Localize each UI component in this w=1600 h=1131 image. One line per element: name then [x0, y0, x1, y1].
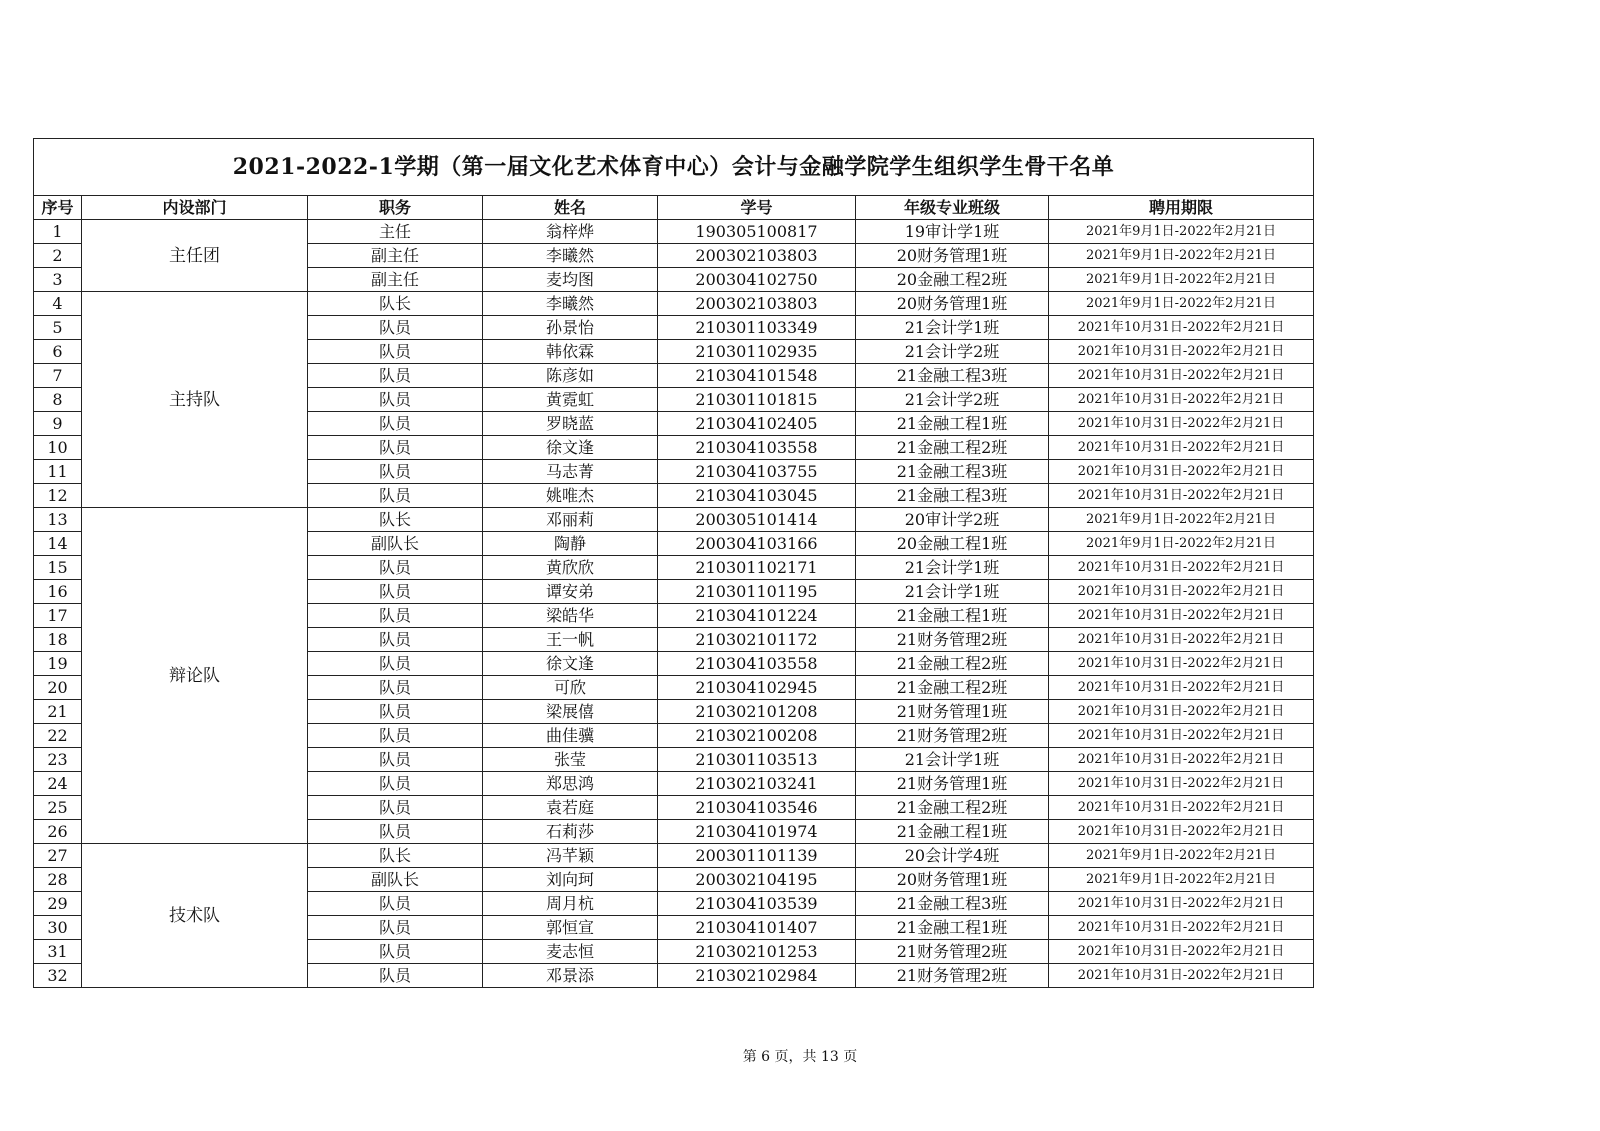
class-cell: 21金融工程2班	[856, 436, 1049, 460]
class-cell: 21金融工程2班	[856, 796, 1049, 820]
student-id-cell: 190305100817	[658, 220, 856, 244]
row-number: 7	[34, 364, 82, 388]
period-cell: 2021年9月1日-2022年2月21日	[1049, 220, 1314, 244]
class-cell: 20财务管理1班	[856, 868, 1049, 892]
period-cell: 2021年10月31日-2022年2月21日	[1049, 340, 1314, 364]
period-cell: 2021年10月31日-2022年2月21日	[1049, 556, 1314, 580]
row-number: 9	[34, 412, 82, 436]
row-number: 28	[34, 868, 82, 892]
role-cell: 主任	[308, 220, 483, 244]
role-cell: 队员	[308, 964, 483, 988]
row-number: 24	[34, 772, 82, 796]
name-cell: 孙景怡	[483, 316, 658, 340]
class-cell: 21金融工程2班	[856, 676, 1049, 700]
class-cell: 20金融工程1班	[856, 532, 1049, 556]
class-cell: 21财务管理2班	[856, 628, 1049, 652]
period-cell: 2021年10月31日-2022年2月21日	[1049, 484, 1314, 508]
class-cell: 21财务管理1班	[856, 772, 1049, 796]
row-number: 27	[34, 844, 82, 868]
role-cell: 队员	[308, 556, 483, 580]
class-cell: 21金融工程3班	[856, 364, 1049, 388]
period-cell: 2021年10月31日-2022年2月21日	[1049, 604, 1314, 628]
name-cell: 谭安弟	[483, 580, 658, 604]
student-id-cell: 210304102405	[658, 412, 856, 436]
name-cell: 麦均图	[483, 268, 658, 292]
student-id-cell: 200305101414	[658, 508, 856, 532]
period-cell: 2021年10月31日-2022年2月21日	[1049, 892, 1314, 916]
student-id-cell: 210304102945	[658, 676, 856, 700]
class-cell: 21财务管理2班	[856, 940, 1049, 964]
student-id-cell: 210302101172	[658, 628, 856, 652]
class-cell: 20会计学4班	[856, 844, 1049, 868]
role-cell: 队员	[308, 604, 483, 628]
row-number: 4	[34, 292, 82, 316]
col-header-student-id: 学号	[658, 196, 856, 220]
period-cell: 2021年9月1日-2022年2月21日	[1049, 844, 1314, 868]
row-number: 31	[34, 940, 82, 964]
col-header-no: 序号	[34, 196, 82, 220]
student-id-cell: 200304103166	[658, 532, 856, 556]
role-cell: 副队长	[308, 532, 483, 556]
name-cell: 邓景添	[483, 964, 658, 988]
role-cell: 队员	[308, 916, 483, 940]
roster-table	[33, 138, 1314, 988]
role-cell: 副队长	[308, 868, 483, 892]
role-cell: 队员	[308, 580, 483, 604]
name-cell: 陈彦如	[483, 364, 658, 388]
period-cell: 2021年10月31日-2022年2月21日	[1049, 436, 1314, 460]
student-id-cell: 210304103558	[658, 652, 856, 676]
row-number: 3	[34, 268, 82, 292]
name-cell: 陶静	[483, 532, 658, 556]
period-cell: 2021年9月1日-2022年2月21日	[1049, 532, 1314, 556]
student-id-cell: 210301102935	[658, 340, 856, 364]
student-id-cell: 210301101195	[658, 580, 856, 604]
name-cell: 郭恒宣	[483, 916, 658, 940]
row-number: 15	[34, 556, 82, 580]
period-cell: 2021年10月31日-2022年2月21日	[1049, 748, 1314, 772]
role-cell: 队长	[308, 508, 483, 532]
col-header-department: 内设部门	[82, 196, 308, 220]
row-number: 29	[34, 892, 82, 916]
class-cell: 21财务管理2班	[856, 724, 1049, 748]
role-cell: 队员	[308, 676, 483, 700]
role-cell: 队员	[308, 412, 483, 436]
row-number: 17	[34, 604, 82, 628]
student-id-cell: 210301103349	[658, 316, 856, 340]
period-cell: 2021年10月31日-2022年2月21日	[1049, 964, 1314, 988]
role-cell: 队长	[308, 844, 483, 868]
class-cell: 21金融工程3班	[856, 460, 1049, 484]
department-cell: 主任团	[82, 220, 308, 292]
class-cell: 21金融工程1班	[856, 412, 1049, 436]
name-cell: 徐文逢	[483, 652, 658, 676]
role-cell: 队员	[308, 316, 483, 340]
class-cell: 21金融工程3班	[856, 892, 1049, 916]
period-cell: 2021年9月1日-2022年2月21日	[1049, 868, 1314, 892]
name-cell: 黄霓虹	[483, 388, 658, 412]
row-number: 16	[34, 580, 82, 604]
name-cell: 李曦然	[483, 244, 658, 268]
student-id-cell: 210302103241	[658, 772, 856, 796]
period-cell: 2021年10月31日-2022年2月21日	[1049, 652, 1314, 676]
period-cell: 2021年10月31日-2022年2月21日	[1049, 700, 1314, 724]
row-number: 18	[34, 628, 82, 652]
row-number: 22	[34, 724, 82, 748]
class-cell: 20财务管理1班	[856, 292, 1049, 316]
role-cell: 队员	[308, 436, 483, 460]
name-cell: 王一帆	[483, 628, 658, 652]
role-cell: 队员	[308, 388, 483, 412]
name-cell: 徐文逢	[483, 436, 658, 460]
row-number: 30	[34, 916, 82, 940]
student-id-cell: 200302103803	[658, 244, 856, 268]
row-number: 19	[34, 652, 82, 676]
department-cell: 主持队	[82, 292, 308, 508]
class-cell: 21会计学1班	[856, 580, 1049, 604]
class-cell: 20审计学2班	[856, 508, 1049, 532]
student-id-cell: 210304103546	[658, 796, 856, 820]
name-cell: 曲佳骥	[483, 724, 658, 748]
period-cell: 2021年10月31日-2022年2月21日	[1049, 412, 1314, 436]
name-cell: 刘向珂	[483, 868, 658, 892]
student-id-cell: 210302101253	[658, 940, 856, 964]
name-cell: 梁皓华	[483, 604, 658, 628]
period-cell: 2021年10月31日-2022年2月21日	[1049, 364, 1314, 388]
document-title: 2021-2022-1学期（第一届文化艺术体育中心）会计与金融学院学生组织学生骨干名单	[34, 139, 1314, 196]
period-cell: 2021年9月1日-2022年2月21日	[1049, 292, 1314, 316]
period-cell: 2021年10月31日-2022年2月21日	[1049, 388, 1314, 412]
class-cell: 20财务管理1班	[856, 244, 1049, 268]
student-id-cell: 210304101407	[658, 916, 856, 940]
name-cell: 张莹	[483, 748, 658, 772]
row-number: 11	[34, 460, 82, 484]
roster-sheet	[33, 138, 1313, 988]
class-cell: 21会计学2班	[856, 388, 1049, 412]
student-id-cell: 200302103803	[658, 292, 856, 316]
student-id-cell: 210304103755	[658, 460, 856, 484]
student-id-cell: 210302101208	[658, 700, 856, 724]
class-cell: 21会计学1班	[856, 316, 1049, 340]
name-cell: 冯芊颖	[483, 844, 658, 868]
student-id-cell: 210304103045	[658, 484, 856, 508]
row-number: 1	[34, 220, 82, 244]
period-cell: 2021年10月31日-2022年2月21日	[1049, 796, 1314, 820]
department-cell: 辩论队	[82, 508, 308, 844]
class-cell: 21会计学1班	[856, 556, 1049, 580]
period-cell: 2021年10月31日-2022年2月21日	[1049, 772, 1314, 796]
name-cell: 邓丽莉	[483, 508, 658, 532]
role-cell: 队员	[308, 724, 483, 748]
row-number: 23	[34, 748, 82, 772]
col-header-name: 姓名	[483, 196, 658, 220]
role-cell: 队员	[308, 628, 483, 652]
period-cell: 2021年10月31日-2022年2月21日	[1049, 460, 1314, 484]
class-cell: 21金融工程2班	[856, 652, 1049, 676]
student-id-cell: 210302100208	[658, 724, 856, 748]
period-cell: 2021年10月31日-2022年2月21日	[1049, 316, 1314, 340]
name-cell: 梁展僖	[483, 700, 658, 724]
class-cell: 21会计学2班	[856, 340, 1049, 364]
name-cell: 黄欣欣	[483, 556, 658, 580]
col-header-role: 职务	[308, 196, 483, 220]
role-cell: 队员	[308, 652, 483, 676]
period-cell: 2021年9月1日-2022年2月21日	[1049, 244, 1314, 268]
class-cell: 21金融工程1班	[856, 604, 1049, 628]
row-number: 12	[34, 484, 82, 508]
period-cell: 2021年10月31日-2022年2月21日	[1049, 820, 1314, 844]
name-cell: 袁若庭	[483, 796, 658, 820]
role-cell: 队员	[308, 892, 483, 916]
row-number: 26	[34, 820, 82, 844]
period-cell: 2021年10月31日-2022年2月21日	[1049, 916, 1314, 940]
name-cell: 麦志恒	[483, 940, 658, 964]
col-header-class: 年级专业班级	[856, 196, 1049, 220]
department-cell: 技术队	[82, 844, 308, 988]
role-cell: 队员	[308, 796, 483, 820]
student-id-cell: 200301101139	[658, 844, 856, 868]
role-cell: 队员	[308, 340, 483, 364]
role-cell: 队员	[308, 820, 483, 844]
role-cell: 副主任	[308, 244, 483, 268]
class-cell: 21金融工程1班	[856, 820, 1049, 844]
role-cell: 队长	[308, 292, 483, 316]
class-cell: 21财务管理2班	[856, 964, 1049, 988]
name-cell: 石莉莎	[483, 820, 658, 844]
period-cell: 2021年9月1日-2022年2月21日	[1049, 508, 1314, 532]
class-cell: 20金融工程2班	[856, 268, 1049, 292]
student-id-cell: 200302104195	[658, 868, 856, 892]
name-cell: 马志菁	[483, 460, 658, 484]
name-cell: 周月杭	[483, 892, 658, 916]
row-number: 20	[34, 676, 82, 700]
period-cell: 2021年10月31日-2022年2月21日	[1049, 724, 1314, 748]
class-cell: 21金融工程1班	[856, 916, 1049, 940]
row-number: 6	[34, 340, 82, 364]
row-number: 13	[34, 508, 82, 532]
student-id-cell: 210304101974	[658, 820, 856, 844]
row-number: 5	[34, 316, 82, 340]
class-cell: 21金融工程3班	[856, 484, 1049, 508]
student-id-cell: 210304101224	[658, 604, 856, 628]
period-cell: 2021年10月31日-2022年2月21日	[1049, 940, 1314, 964]
table-row	[34, 292, 1314, 316]
roster-body	[34, 220, 1314, 988]
table-row	[34, 220, 1314, 244]
role-cell: 副主任	[308, 268, 483, 292]
period-cell: 2021年10月31日-2022年2月21日	[1049, 628, 1314, 652]
row-number: 2	[34, 244, 82, 268]
name-cell: 姚唯杰	[483, 484, 658, 508]
row-number: 32	[34, 964, 82, 988]
class-cell: 21会计学1班	[856, 748, 1049, 772]
role-cell: 队员	[308, 772, 483, 796]
class-cell: 19审计学1班	[856, 220, 1049, 244]
role-cell: 队员	[308, 484, 483, 508]
student-id-cell: 200304102750	[658, 268, 856, 292]
student-id-cell: 210301102171	[658, 556, 856, 580]
student-id-cell: 210304101548	[658, 364, 856, 388]
row-number: 8	[34, 388, 82, 412]
name-cell: 翁梓烨	[483, 220, 658, 244]
row-number: 21	[34, 700, 82, 724]
class-cell: 21财务管理1班	[856, 700, 1049, 724]
name-cell: 韩依霖	[483, 340, 658, 364]
row-number: 14	[34, 532, 82, 556]
student-id-cell: 210302102984	[658, 964, 856, 988]
period-cell: 2021年10月31日-2022年2月21日	[1049, 676, 1314, 700]
name-cell: 可欣	[483, 676, 658, 700]
role-cell: 队员	[308, 748, 483, 772]
student-id-cell: 210304103539	[658, 892, 856, 916]
row-number: 10	[34, 436, 82, 460]
role-cell: 队员	[308, 940, 483, 964]
period-cell: 2021年9月1日-2022年2月21日	[1049, 268, 1314, 292]
header-row	[34, 196, 1314, 220]
role-cell: 队员	[308, 700, 483, 724]
col-header-period: 聘用期限	[1049, 196, 1314, 220]
student-id-cell: 210301101815	[658, 388, 856, 412]
page-footer: 第 6 页，共 13 页	[742, 1049, 858, 1065]
period-cell: 2021年10月31日-2022年2月21日	[1049, 580, 1314, 604]
student-id-cell: 210304103558	[658, 436, 856, 460]
name-cell: 郑思鸿	[483, 772, 658, 796]
name-cell: 罗晓蓝	[483, 412, 658, 436]
table-row	[34, 844, 1314, 868]
student-id-cell: 210301103513	[658, 748, 856, 772]
role-cell: 队员	[308, 364, 483, 388]
role-cell: 队员	[308, 460, 483, 484]
table-row	[34, 508, 1314, 532]
row-number: 25	[34, 796, 82, 820]
name-cell: 李曦然	[483, 292, 658, 316]
